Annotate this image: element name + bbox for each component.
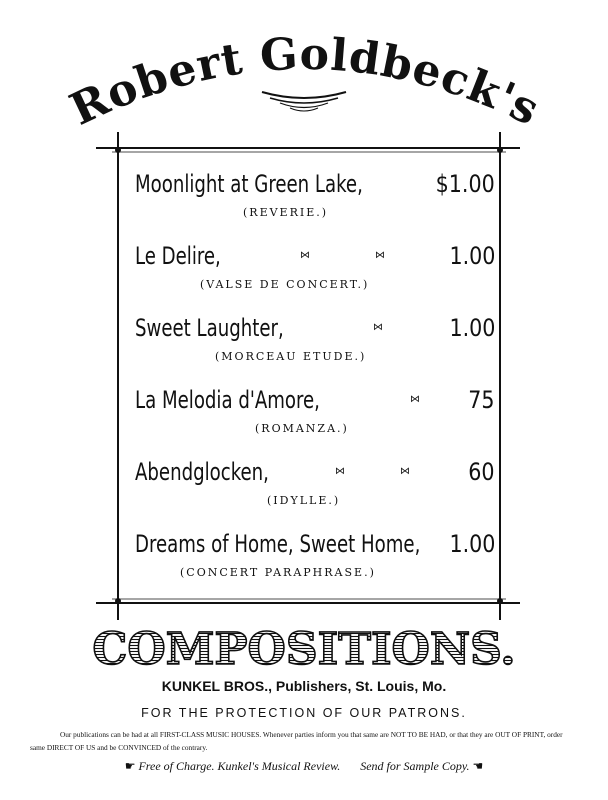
composition-subtitle: (IDYLLE.) xyxy=(267,494,341,507)
notice-line: same DIRECT OF US and be CONVINCED of the contrary. xyxy=(30,743,208,752)
list-item xyxy=(135,458,495,530)
list-item xyxy=(135,242,495,314)
ornament-icon: ⋈ xyxy=(300,250,310,261)
composition-subtitle: (REVERIE.) xyxy=(243,206,329,219)
composition-list xyxy=(135,170,495,602)
ornament-icon: ⋈ xyxy=(335,466,345,477)
free-text: Free of Charge. Kunkel's Musical Review. xyxy=(138,759,341,773)
composition-subtitle: (VALSE DE CONCERT.) xyxy=(200,278,370,291)
ornament-icon: ⋈ xyxy=(410,394,420,405)
composition-price: 60 xyxy=(468,458,495,486)
ornament-icon: ⋈ xyxy=(375,250,385,261)
composition-title: Abendglocken, xyxy=(135,458,269,486)
composition-price: 1.00 xyxy=(449,314,495,342)
free-review-line xyxy=(0,759,608,774)
composition-title: Le Delire, xyxy=(135,242,221,270)
notice-line: Our publications can be had at all FIRST-CLASS MUSIC HOUSES. Whenever parties inform you that same are NOT TO BE HAD, or that they are OUT OF PRINT, order xyxy=(60,730,563,739)
composition-title: Dreams of Home, Sweet Home, xyxy=(135,530,421,558)
compositions-banner xyxy=(0,620,608,680)
publisher-line: KUNKEL BROS., Publishers, St. Louis, Mo. xyxy=(161,678,447,694)
notice-text xyxy=(30,728,580,754)
composition-price: 1.00 xyxy=(449,242,495,270)
pointing-hand-left-icon: ☚ xyxy=(472,759,484,773)
sample-text: Send for Sample Copy. xyxy=(360,759,470,773)
ornament-icon: ⋈ xyxy=(373,322,383,333)
page-title: Robert Goldbeck's xyxy=(62,28,548,136)
composition-subtitle: (ROMANZA.) xyxy=(255,422,349,435)
list-item xyxy=(135,530,495,602)
pointing-hand-right-icon: ☛ xyxy=(124,759,136,773)
composition-price: 1.00 xyxy=(449,530,495,558)
banner-text: COMPOSITIONS. xyxy=(92,624,516,675)
list-item xyxy=(135,314,495,386)
composition-title: Sweet Laughter, xyxy=(135,314,284,342)
list-item xyxy=(135,386,495,458)
composition-subtitle: (CONCERT PARAPHRASE.) xyxy=(180,566,376,579)
list-item xyxy=(135,170,495,242)
protection-heading: FOR THE PROTECTION OF OUR PATRONS. xyxy=(141,706,467,720)
composition-subtitle: (MORCEAU ETUDE.) xyxy=(215,350,367,363)
composition-price: $1.00 xyxy=(435,170,495,198)
ornament-icon: ⋈ xyxy=(400,466,410,477)
composition-price: 75 xyxy=(468,386,495,414)
composition-title: La Melodia d'Amore, xyxy=(135,386,320,414)
composition-title: Moonlight at Green Lake, xyxy=(135,170,363,198)
